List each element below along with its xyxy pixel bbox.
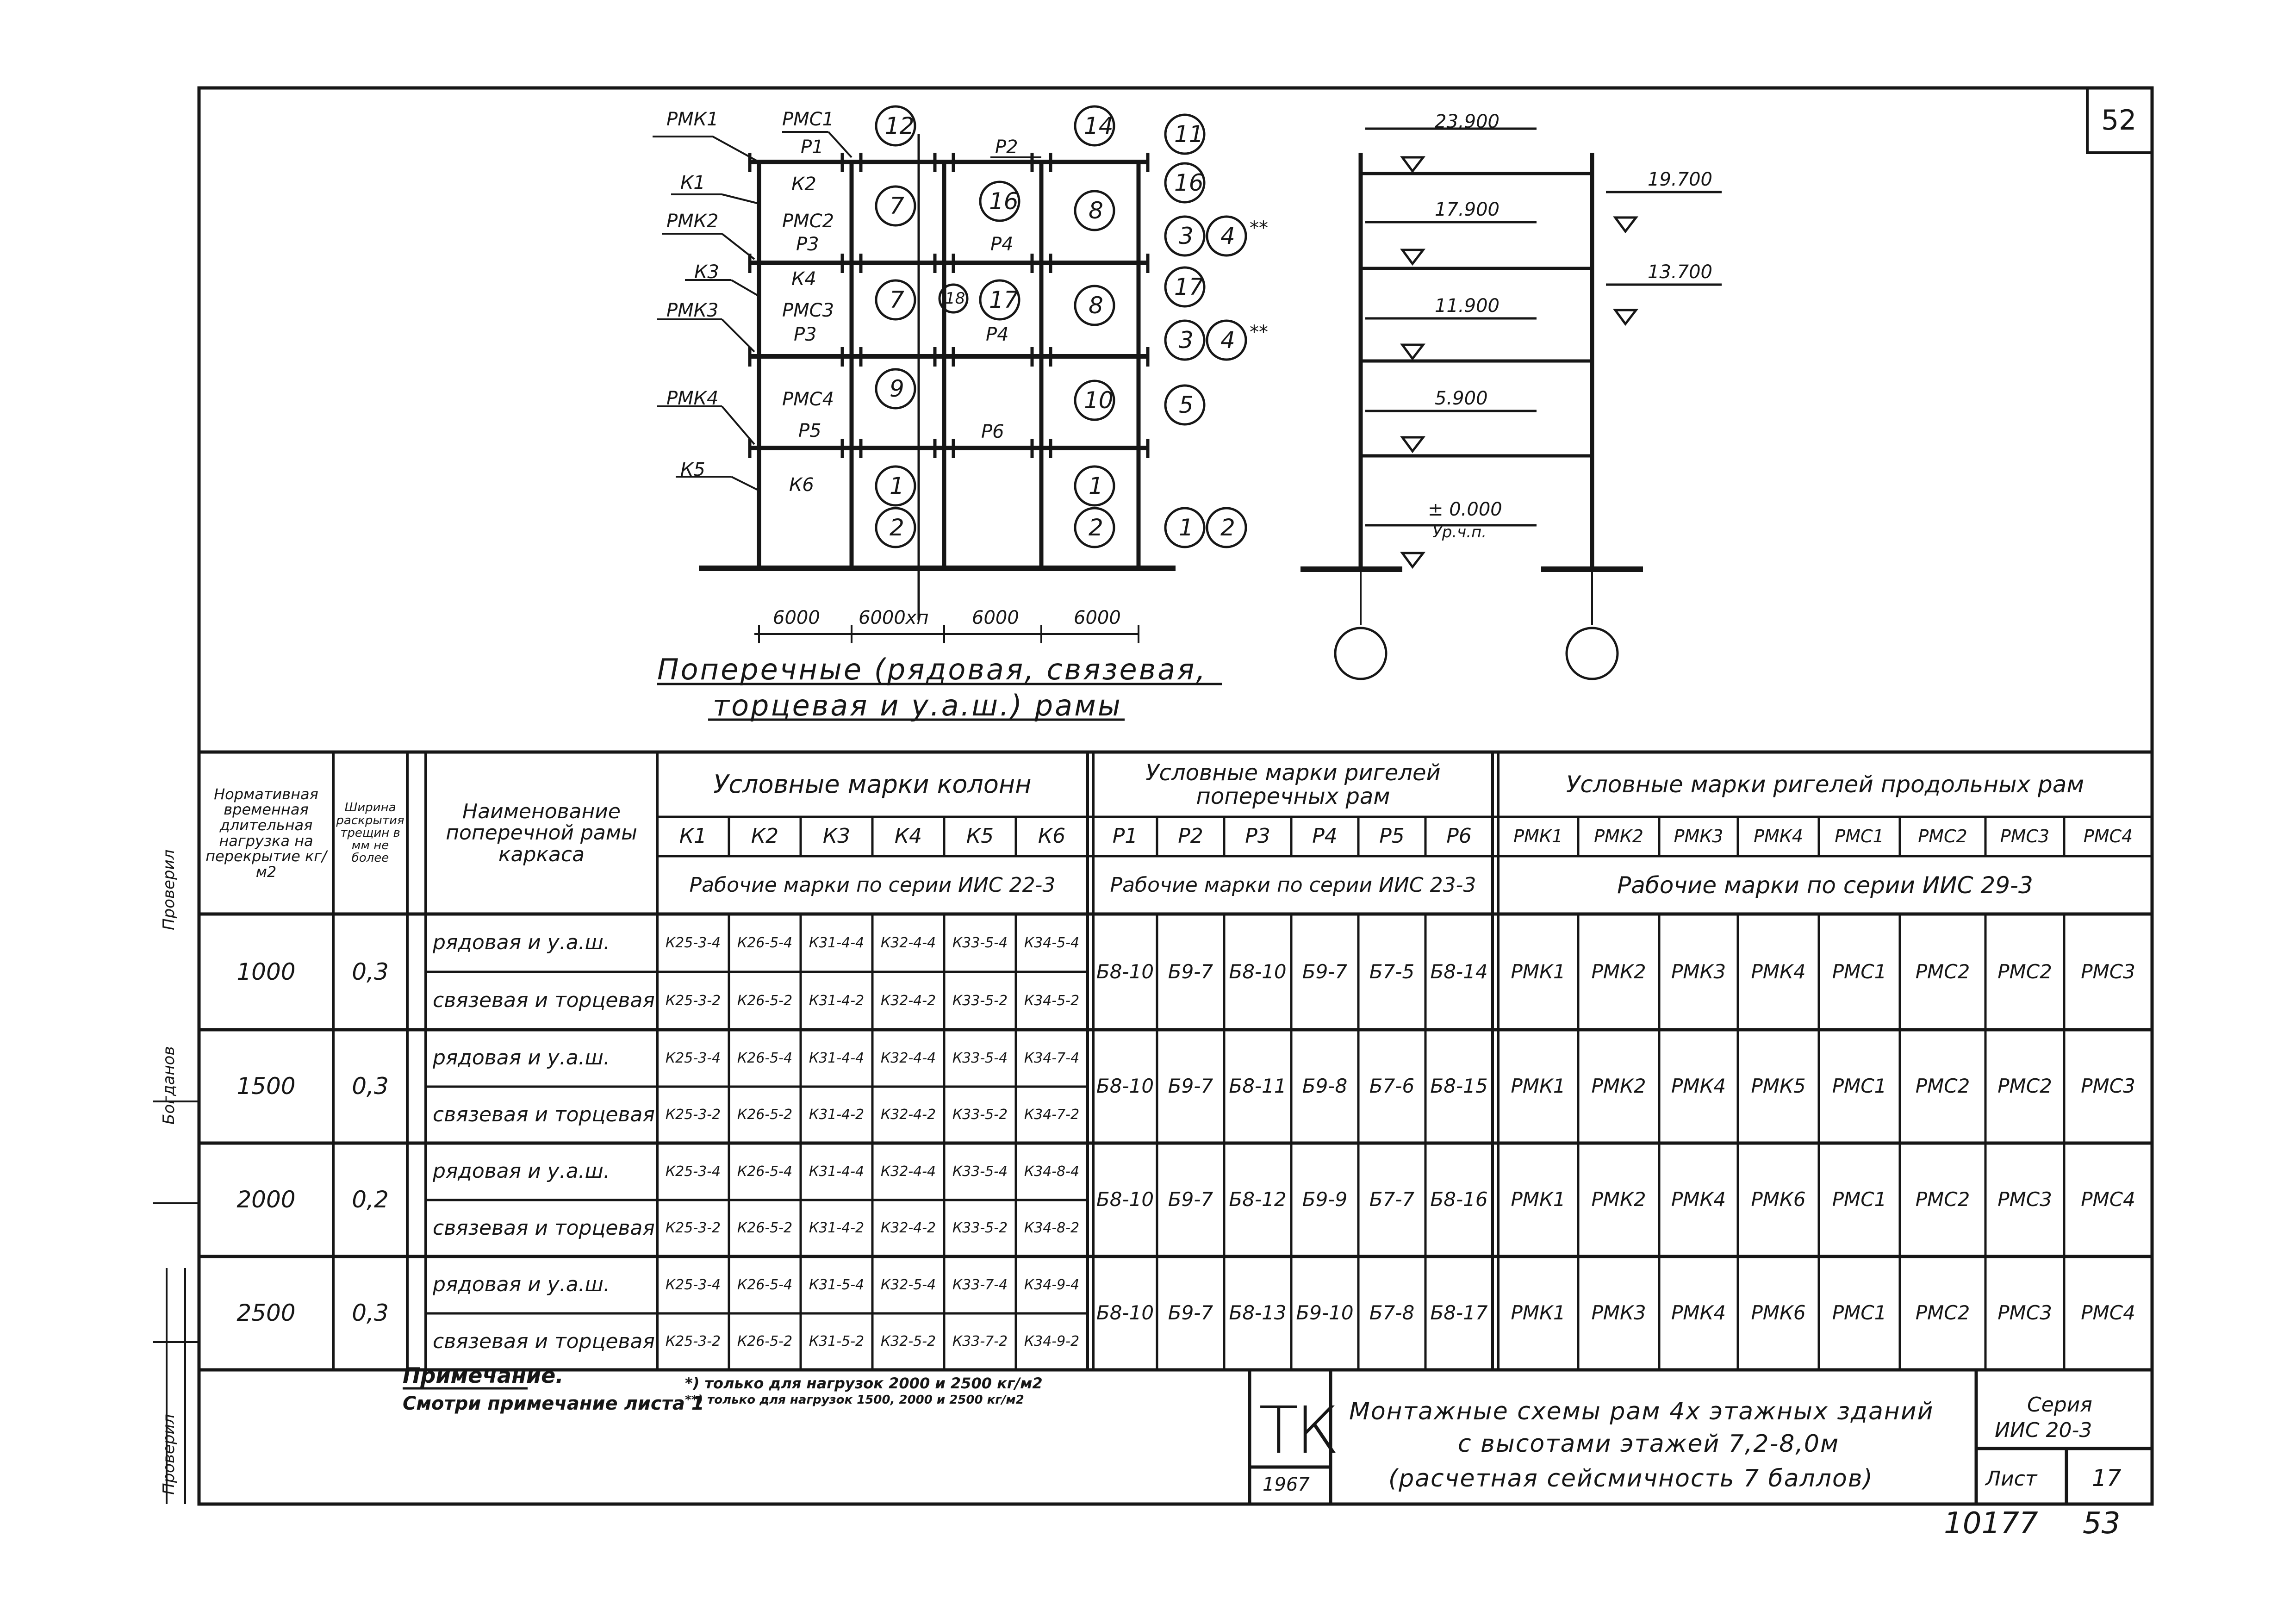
header-longitudinal-series: Рабочие марки по серии ИИС 29-3 [1617, 871, 2033, 899]
header-transverse-series: Рабочие марки по серии ИИС 23-3 [1110, 873, 1476, 897]
longitudinal-mark-cell: РМС1 [1832, 1188, 1887, 1211]
longitudinal-mark-cell: РМС2 [1915, 1075, 1970, 1098]
transverse-mark-cell: Б7-8 [1369, 1301, 1415, 1325]
column-mark-cell: К32-4-4 [880, 934, 936, 951]
longitudinal-mark-cell: РМС1 [1832, 960, 1887, 983]
circle-num: 2 [1089, 514, 1103, 541]
longitudinal-mark-header: РМК3 [1674, 826, 1724, 846]
title-line1: Монтажные схемы рам 4х этажных зданий [1349, 1398, 1934, 1425]
longitudinal-mark-cell: РМС3 [2081, 1075, 2135, 1098]
column-mark-header: К6 [1038, 824, 1066, 848]
span-dim: 6000 [972, 607, 1019, 628]
archive-page: 53 [2083, 1506, 2121, 1541]
column-mark-cell: К31-4-4 [809, 1050, 865, 1066]
circle-num: 9 [890, 375, 904, 402]
header-crack: Ширина раскрытия трещин в мм не более [336, 801, 404, 865]
column-mark-cell: К25-3-4 [665, 1050, 721, 1066]
row-load: 2500 [236, 1300, 296, 1327]
transverse-mark-cell: Б8-10 [1096, 1188, 1154, 1211]
archive-number: 10177 [1944, 1506, 2038, 1541]
column-mark-cell: К26-5-2 [737, 992, 793, 1009]
side-level: 19.700 [1648, 169, 1712, 190]
mark-rmk4: РМК4 [666, 388, 719, 409]
column-mark-cell: К32-4-2 [880, 992, 936, 1009]
mark-rmk2: РМК2 [666, 211, 719, 232]
transverse-mark-cell: Б9-7 [1302, 960, 1348, 983]
mark-rms1: РМС1 [782, 109, 834, 130]
circle-num: 7 [890, 193, 904, 219]
row-load: 1500 [236, 1073, 296, 1100]
longitudinal-mark-cell: РМС2 [1915, 1188, 1970, 1211]
transverse-mark-cell: Б8-14 [1430, 960, 1488, 983]
longitudinal-mark-cell: РМС3 [1997, 1301, 2052, 1325]
longitudinal-mark-cell: РМК2 [1591, 960, 1646, 983]
transverse-mark-cell: Б8-10 [1096, 1301, 1154, 1325]
longitudinal-mark-header: РМС4 [2083, 826, 2133, 846]
transverse-mark-cell: Б8-10 [1096, 960, 1154, 983]
longitudinal-mark-cell: РМС2 [1997, 960, 2052, 983]
column-mark-cell: К32-4-2 [880, 1107, 936, 1123]
transverse-mark-cell: Б8-12 [1229, 1188, 1287, 1211]
note-1: *) только для нагрузок 2000 и 2500 кг/м2 [685, 1374, 1043, 1392]
column-mark-cell: К34-7-2 [1024, 1107, 1080, 1123]
column-mark-cell: К25-3-4 [665, 1163, 721, 1180]
sheet-value: 17 [2092, 1465, 2122, 1492]
column-mark-cell: К25-3-2 [665, 992, 721, 1009]
longitudinal-mark-header: РМК4 [1754, 826, 1803, 846]
transverse-mark-cell: Б8-11 [1229, 1075, 1287, 1098]
stars-note: ** [1250, 322, 1268, 343]
longitudinal-mark-cell: РМК1 [1511, 1188, 1566, 1211]
column-mark-cell: К31-4-2 [809, 1107, 865, 1123]
header-load: Нормативная временная длительная нагрузка на перекрытие кг/м2 [205, 785, 327, 881]
longitudinal-mark-header: РМС1 [1835, 826, 1884, 846]
stamp-checked2: Проверил [160, 1414, 178, 1495]
circle-num: 1 [1179, 514, 1194, 541]
column-mark-cell: К33-5-4 [952, 1163, 1008, 1180]
longitudinal-mark-cell: РМС3 [1997, 1188, 2052, 1211]
column-mark-cell: К32-5-4 [880, 1276, 936, 1293]
transverse-mark-cell: Б9-7 [1168, 960, 1213, 983]
circle-num: 2 [1220, 514, 1235, 541]
longitudinal-mark-cell: РМС2 [1915, 960, 1970, 983]
longitudinal-mark-cell: РМК4 [1671, 1301, 1726, 1325]
mark-p4b: Р4 [986, 324, 1009, 345]
header-frame-name: Наименование поперечной рамы каркаса [446, 800, 637, 866]
header-longitudinal-group: Условные марки ригелей продольных рам [1566, 771, 2084, 798]
year: 1967 [1263, 1474, 1310, 1495]
circle-num: 3 [1179, 223, 1194, 249]
column-mark-cell: К26-5-4 [737, 1276, 793, 1293]
mark-p5: Р5 [798, 420, 821, 442]
column-mark-cell: К32-4-2 [880, 1220, 936, 1237]
transverse-mark-header: Р5 [1379, 824, 1405, 848]
circle-num: 17 [1174, 274, 1204, 300]
mark-k2: К2 [791, 174, 816, 195]
column-mark-cell: К26-5-4 [737, 1050, 793, 1066]
mark-p3: Р3 [796, 234, 819, 255]
transverse-mark-header: Р2 [1178, 824, 1203, 848]
mark-rmk1: РМК1 [666, 109, 719, 130]
diagram-caption-line1: Поперечные (рядовая, связевая, [657, 653, 1207, 686]
notes-heading: Примечание. [403, 1363, 564, 1388]
column-mark-cell: К34-8-2 [1024, 1220, 1080, 1237]
row-frame-b: связевая и торцевая [433, 1102, 655, 1126]
longitudinal-mark-cell: РМС4 [2081, 1188, 2135, 1211]
longitudinal-mark-cell: РМС1 [1832, 1075, 1887, 1098]
level-label: 17.900 [1435, 199, 1500, 220]
column-mark-cell: К25-3-2 [665, 1107, 721, 1123]
column-mark-cell: К31-4-4 [809, 1163, 865, 1180]
column-mark-cell: К31-4-4 [809, 934, 865, 951]
transverse-mark-cell: Б8-13 [1229, 1301, 1287, 1325]
longitudinal-mark-cell: РМС1 [1832, 1301, 1887, 1325]
transverse-mark-cell: Б8-10 [1096, 1075, 1154, 1098]
longitudinal-mark-cell: РМК3 [1671, 960, 1726, 983]
mark-p2: Р2 [995, 137, 1018, 158]
stamp-checked: Проверил [160, 849, 178, 930]
side-level: 13.700 [1648, 261, 1712, 283]
span-dim: 6000 [773, 607, 820, 628]
row-frame-a: рядовая и у.а.ш. [433, 1273, 610, 1297]
circle-num: 3 [1179, 327, 1194, 354]
mark-p1: Р1 [801, 137, 824, 158]
column-mark-header: К1 [679, 824, 707, 848]
stamp-name: Богданов [160, 1046, 178, 1125]
row-crack: 0,3 [352, 1073, 389, 1100]
column-mark-cell: К32-4-4 [880, 1050, 936, 1066]
longitudinal-mark-header: РМС3 [2000, 826, 2050, 846]
column-mark-cell: К33-5-4 [952, 934, 1008, 951]
row-crack: 0,3 [352, 958, 389, 985]
span-dim: 6000 [1074, 607, 1121, 628]
column-mark-cell: К32-4-4 [880, 1163, 936, 1180]
column-mark-header: К5 [966, 824, 994, 848]
column-mark-cell: К25-3-4 [665, 1276, 721, 1293]
row-frame-a: рядовая и у.а.ш. [433, 1046, 610, 1070]
longitudinal-mark-cell: РМК1 [1511, 960, 1566, 983]
stars-note: ** [1250, 218, 1268, 239]
column-mark-cell: К34-5-2 [1024, 992, 1080, 1009]
column-mark-cell: К26-5-2 [737, 1107, 793, 1123]
longitudinal-mark-cell: РМК5 [1751, 1075, 1806, 1098]
longitudinal-mark-cell: РМК4 [1671, 1188, 1726, 1211]
column-mark-cell: К31-4-2 [809, 992, 865, 1009]
longitudinal-mark-cell: РМК6 [1751, 1188, 1806, 1211]
column-mark-header: К4 [894, 824, 922, 848]
column-mark-cell: К34-8-4 [1024, 1163, 1080, 1180]
column-mark-cell: К33-5-4 [952, 1050, 1008, 1066]
transverse-mark-cell: Б9-8 [1302, 1075, 1348, 1098]
row-frame-b: связевая и торцевая [433, 989, 655, 1013]
transverse-mark-header: Р3 [1245, 824, 1270, 848]
level-label: ± 0.000 [1428, 499, 1502, 520]
circle-num: 11 [1174, 121, 1204, 148]
transverse-mark-cell: Б8-10 [1229, 960, 1287, 983]
transverse-mark-header: Р6 [1446, 824, 1472, 848]
circle-num: 4 [1220, 223, 1235, 249]
row-frame-b: связевая и торцевая [433, 1329, 655, 1353]
mark-k5: К5 [680, 459, 705, 480]
longitudinal-mark-header: РМК1 [1513, 826, 1563, 846]
column-mark-cell: К26-5-2 [737, 1333, 793, 1350]
row-crack: 0,3 [352, 1300, 389, 1327]
transverse-mark-cell: Б9-9 [1302, 1188, 1348, 1211]
row-frame-a: рядовая и у.а.ш. [433, 931, 610, 955]
row-crack: 0,2 [352, 1186, 389, 1213]
circle-num: 5 [1179, 392, 1194, 418]
transverse-mark-cell: Б9-10 [1296, 1301, 1354, 1325]
column-mark-cell: К33-5-2 [952, 992, 1008, 1009]
transverse-mark-cell: Б8-15 [1430, 1075, 1488, 1098]
column-mark-cell: К34-9-2 [1024, 1333, 1080, 1350]
column-mark-cell: К33-7-4 [952, 1276, 1008, 1293]
circle-num: 18 [945, 289, 965, 308]
column-mark-cell: К25-3-4 [665, 934, 721, 951]
row-load: 2000 [236, 1186, 296, 1213]
title-line2: с высотами этажей 7,2-8,0м [1458, 1430, 1840, 1458]
column-mark-cell: К26-5-2 [737, 1220, 793, 1237]
circle-num: 14 [1084, 112, 1114, 139]
circle-num: 12 [885, 112, 915, 139]
longitudinal-mark-cell: РМК6 [1751, 1301, 1806, 1325]
transverse-mark-cell: Б9-7 [1168, 1075, 1213, 1098]
longitudinal-mark-cell: РМК3 [1591, 1301, 1646, 1325]
logo-tk: ТК [1259, 1393, 1337, 1468]
circle-num: 16 [989, 188, 1019, 215]
title-line3: (расчетная сейсмичность 7 баллов) [1388, 1465, 1873, 1492]
mark-rms3: РМС3 [782, 300, 834, 321]
level-label: 23.900 [1435, 111, 1500, 132]
column-mark-cell: К26-5-4 [737, 934, 793, 951]
header-columns-group: Условные марки колонн [713, 770, 1032, 799]
longitudinal-mark-cell: РМС2 [1997, 1075, 2052, 1098]
circle-num: 1 [1089, 473, 1103, 499]
circle-num: 17 [989, 286, 1019, 313]
sheet-label: Лист [1985, 1467, 2037, 1491]
span-dim: 6000хп [859, 607, 929, 628]
circle-num: 8 [1089, 292, 1103, 319]
column-mark-cell: К25-3-2 [665, 1220, 721, 1237]
mark-p4: Р4 [990, 234, 1014, 255]
circle-num: 1 [890, 473, 904, 499]
row-load: 1000 [236, 958, 296, 985]
circle-num: 10 [1084, 387, 1114, 414]
transverse-mark-cell: Б8-16 [1430, 1188, 1488, 1211]
column-mark-cell: К31-5-4 [809, 1276, 865, 1293]
transverse-mark-header: Р4 [1312, 824, 1338, 848]
transverse-mark-cell: Б7-5 [1369, 960, 1415, 983]
mark-k3: К3 [694, 261, 719, 283]
diagram-caption-line2: торцевая и у.а.ш.) рамы [713, 689, 1122, 722]
column-mark-cell: К33-7-2 [952, 1333, 1008, 1350]
column-mark-cell: К31-5-2 [809, 1333, 865, 1350]
column-mark-cell: К25-3-2 [665, 1333, 721, 1350]
mark-p6: Р6 [981, 421, 1004, 442]
column-mark-cell: К34-7-4 [1024, 1050, 1080, 1066]
longitudinal-mark-cell: РМК1 [1511, 1075, 1566, 1098]
mark-p3b: Р3 [794, 324, 817, 345]
circle-num: 16 [1174, 169, 1204, 196]
transverse-mark-cell: Б7-6 [1369, 1075, 1415, 1098]
longitudinal-mark-cell: РМС2 [1915, 1301, 1970, 1325]
level-label: 11.900 [1435, 295, 1500, 317]
column-mark-cell: К26-5-4 [737, 1163, 793, 1180]
series-value: ИИС 20-3 [1995, 1418, 2092, 1442]
longitudinal-mark-cell: РМС3 [2081, 960, 2135, 983]
circle-num: 8 [1089, 197, 1103, 224]
longitudinal-mark-cell: РМС4 [2081, 1301, 2135, 1325]
row-frame-b: связевая и торцевая [433, 1216, 655, 1240]
longitudinal-mark-cell: РМК4 [1751, 960, 1806, 983]
page-number: 52 [2101, 104, 2137, 137]
header-transverse-group: Условные марки ригелей поперечных рам [1145, 760, 1441, 809]
mark-k1: К1 [680, 172, 705, 193]
longitudinal-mark-cell: РМК4 [1671, 1075, 1726, 1098]
longitudinal-mark-header: РМК2 [1594, 826, 1643, 846]
column-mark-cell: К34-5-4 [1024, 934, 1080, 951]
column-mark-cell: К34-9-4 [1024, 1276, 1080, 1293]
circle-num: 4 [1220, 327, 1235, 354]
column-mark-header: К2 [751, 824, 779, 848]
column-mark-cell: К33-5-2 [952, 1220, 1008, 1237]
row-frame-a: рядовая и у.а.ш. [433, 1159, 610, 1183]
header-columns-series: Рабочие марки по серии ИИС 22-3 [689, 873, 1056, 897]
mark-rmk3: РМК3 [666, 300, 719, 321]
longitudinal-mark-header: РМС2 [1918, 826, 1967, 846]
longitudinal-mark-cell: РМК2 [1591, 1075, 1646, 1098]
mark-rms4: РМС4 [782, 389, 834, 410]
column-mark-header: К3 [822, 824, 851, 848]
series-label: Серия [2027, 1393, 2092, 1417]
longitudinal-mark-cell: РМК1 [1511, 1301, 1566, 1325]
transverse-mark-header: Р1 [1112, 824, 1138, 848]
note-2: **) только для нагрузок 1500, 2000 и 2500 кг/м2 [685, 1393, 1024, 1407]
circle-num: 2 [890, 514, 904, 541]
column-mark-cell: К33-5-2 [952, 1107, 1008, 1123]
transverse-mark-cell: Б7-7 [1369, 1188, 1415, 1211]
level-label: Ур.ч.п. [1432, 523, 1487, 541]
longitudinal-mark-cell: РМК2 [1591, 1188, 1646, 1211]
transverse-mark-cell: Б9-7 [1168, 1188, 1213, 1211]
mark-k6: К6 [789, 474, 814, 496]
column-mark-cell: К32-5-2 [880, 1333, 936, 1350]
transverse-mark-cell: Б9-7 [1168, 1301, 1213, 1325]
level-label: 5.900 [1435, 388, 1488, 409]
mark-k4: К4 [791, 268, 816, 290]
notes-text: Смотри примечание листа 1 [403, 1393, 704, 1414]
column-mark-cell: К31-4-2 [809, 1220, 865, 1237]
circle-num: 7 [890, 286, 904, 313]
mark-rms2: РМС2 [782, 211, 834, 232]
transverse-mark-cell: Б8-17 [1430, 1301, 1488, 1325]
